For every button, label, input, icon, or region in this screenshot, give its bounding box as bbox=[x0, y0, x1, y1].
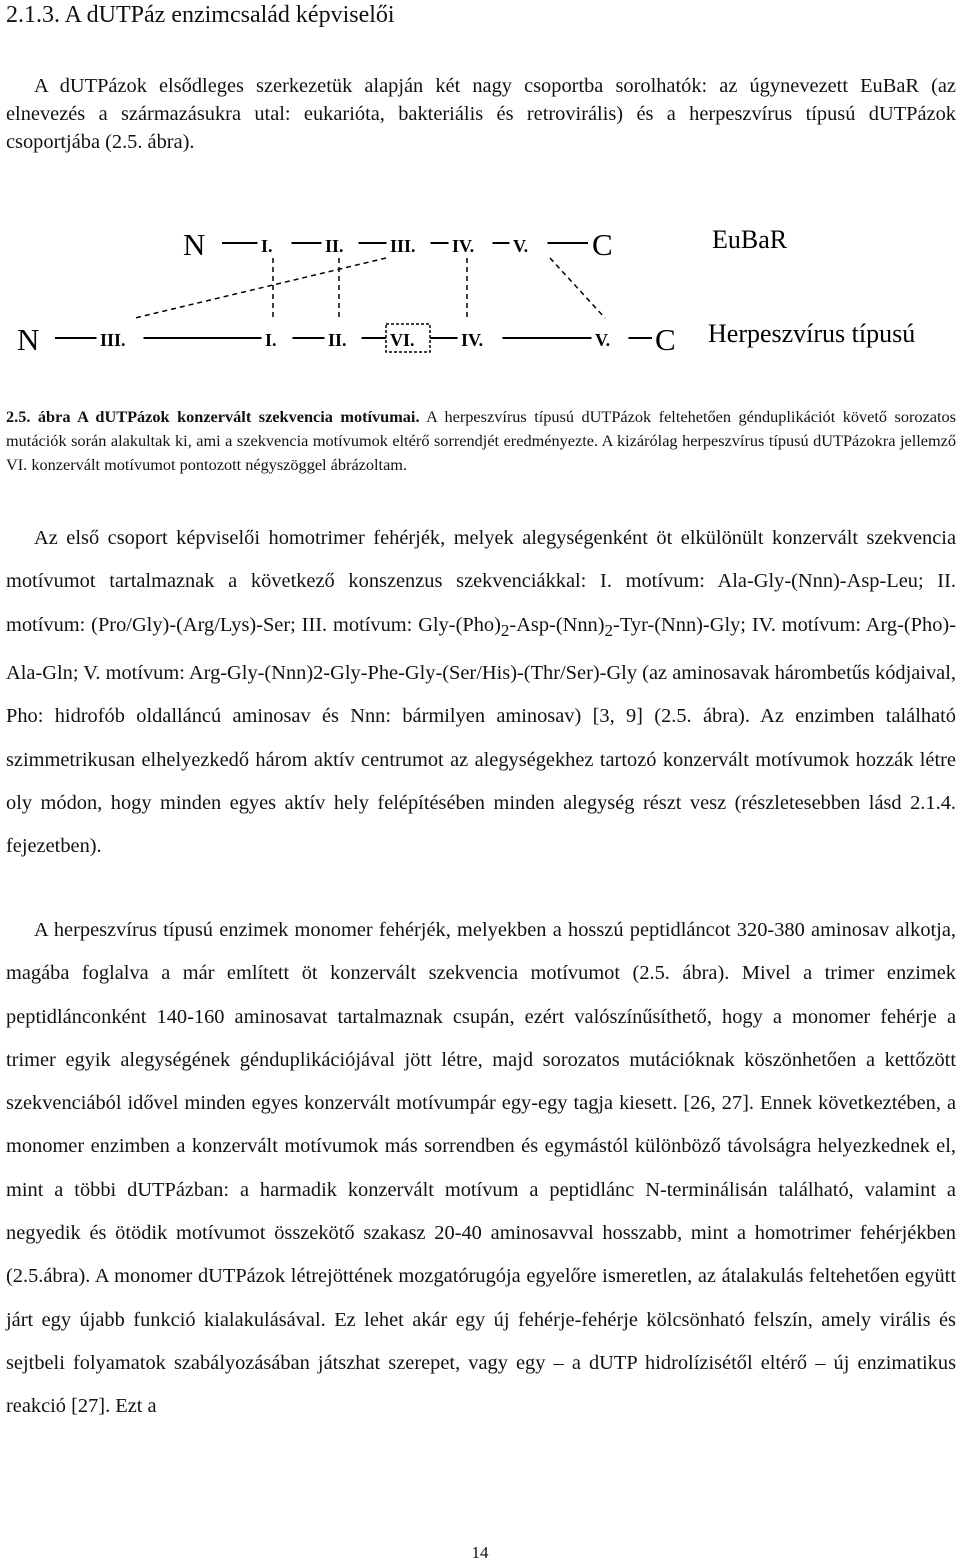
herpes-paragraph bbox=[6, 909, 956, 1429]
eubar-paragraph bbox=[6, 517, 956, 868]
caption-text: A herpeszvírus típusú dUTPázok feltehetően génduplikációt követő sorozatos mutációk során alakultak ki, ami a szekvencia motívumok eltérő sorrendjét eredményezte. A kizárólag herpeszvírus típusú dUTPázokra jellemző VI. konzervált motívumot pontozott négyszöggel ábrázoltam. bbox=[6, 407, 957, 474]
herpes-motif-1 bbox=[262, 326, 292, 350]
eubar-motif-5 bbox=[510, 232, 547, 256]
eubar-motif-4-label: IV. bbox=[452, 236, 475, 256]
motif-diagram bbox=[0, 205, 960, 365]
eubar-motif-1-label: I. bbox=[261, 236, 273, 256]
eubar-motif-5-label: V. bbox=[513, 236, 529, 256]
herpes-label: Herpeszvírus típusú bbox=[708, 319, 916, 348]
eubar-motif-1 bbox=[258, 232, 291, 256]
herpes-motif-6-label: VI. bbox=[390, 330, 415, 350]
eubar-motif-2-label: II. bbox=[325, 236, 344, 256]
caption-title: 2.5. ábra A dUTPázok konzervált szekvencia motívumai. bbox=[6, 407, 420, 426]
eubar-motif-3 bbox=[387, 232, 430, 256]
eubar-c-terminus: C bbox=[592, 227, 613, 262]
herpes-motif-5 bbox=[592, 326, 628, 350]
motif-connectors bbox=[135, 258, 605, 318]
herpes-motif-2-label: II. bbox=[328, 330, 347, 350]
eubar-motif-3-label: III. bbox=[390, 236, 416, 256]
figure-caption bbox=[6, 405, 956, 477]
herpes-n-terminus: N bbox=[17, 322, 40, 357]
intro-paragraph bbox=[6, 72, 956, 156]
eubar-text-b: -Asp-(Nnn) bbox=[509, 613, 605, 636]
herpes-motif-1-label: I. bbox=[265, 330, 277, 350]
herpes-motif-3-label: III. bbox=[100, 330, 126, 350]
section-heading: 2.1.3. A dUTPáz enzimcsalád képviselői bbox=[6, 2, 395, 28]
intro-text: A dUTPázok elsődleges szerkezetük alapján két nagy csoportba sorolhatók: az úgynevezett EuBaR (az elnevezés a származásukra utal: eukarióta, bakteriális és retrovirális) és a herpeszvírus típusú dUTPázok csoportjába (2.5. ábra). bbox=[6, 75, 956, 153]
subscript-2: 2 bbox=[604, 620, 614, 640]
herpes-motif-4 bbox=[458, 326, 502, 350]
eubar-motif-2 bbox=[322, 232, 358, 256]
eubar-text-c: -Tyr-(Nnn)-Gly; IV. motívum: Arg-(Pho)-Ala-Gln; V. motívum: Arg-Gly-(Nnn)2-Gly-Phe-Gly-(Ser/His)-(Thr/Ser)-Gly (az aminosavak hárombetűs kódjaival, Pho: hidrofób oldalláncú aminosav és Nnn: bármilyen aminosav) [3, 9] (2.5. ábra). Az enzimben található szimmetrikusan elhelyezkedő három aktív centrumot az alegységekhez tartozó konzervált motívumok hozzák létre oly módon, hogy minden egyes aktív hely felépítésében minden alegység részt vesz (részletesebben lásd 2.1.4. fejezetben). bbox=[6, 613, 956, 858]
eubar-label: EuBaR bbox=[712, 225, 788, 254]
herpes-motif-6 bbox=[386, 324, 430, 352]
subscript-1: 2 bbox=[500, 620, 510, 640]
herpes-c-terminus: C bbox=[655, 322, 676, 357]
eubar-text-a: Az első csoport képviselői homotrimer fehérjék, melyek alegységenként öt elkülönült konzervált szekvencia motívumot tartalmaznak a következő konszenzus szekvenciákkal: I. motívum: Ala-Gly-(Nnn)-Asp-Leu; II. motívum: (Pro/Gly)-(Arg/Lys)-Ser; III. motívum: Gly-(Pho) bbox=[6, 527, 956, 636]
eubar-n-terminus: N bbox=[183, 227, 206, 262]
eubar-motif-4 bbox=[449, 232, 492, 256]
herpes-motif-3 bbox=[97, 326, 143, 350]
page-number: 14 bbox=[471, 1543, 489, 1562]
herpes-motif-2 bbox=[325, 326, 361, 350]
herpes-text: A herpeszvírus típusú enzimek monomer fehérjék, melyekben a hosszú peptidláncot 320-380 aminosav alkotja, magába foglalva a már említett öt konzervált szekvencia motívumot (2.5. ábra). Mivel a trimer enzimek peptidlánconként 140-160 aminosavat tartalmaznak csupán, ezért valószínűsíthető, hogy a monomer fehérje a trimer egyik alegységének génduplikációjával jött létre, majd sorozatos mutációknak köszönhetően a kettőzött szekvenciából idővel minden egyes konzervált motívumpár egy-egy tagja kiesett. [26, 27]. Ennek következtében, a monomer enzimben a konzervált motívumok más sorrendben és egymástól különböző távolságra helyezkednek el, mint a többi dUTPázban: a harmadik konzervált motívum a peptidlánc N-terminálisán található, valamint a negyedik és ötödik motívumot összekötő szakasz 20-40 aminosavval hosszabb, mint a homotrimer fehérjékben (2.5.ábra). A monomer dUTPázok létrejöttének mozgatórugója egyelőre ismeretlen, az átalakulás feltehetően együtt járt egy újabb funkció kialakulásával. Ez lehet akár egy új fehérje-fehérje kölcsönható felszín, amely virális és sejtbeli folyamatok szabályozásában játszhat szerepet, vagy egy – a dUTP hidrolízisétől eltérő – új enzimatikus reakció [27]. Ezt a bbox=[6, 919, 956, 1418]
herpes-motif-5-label: V. bbox=[595, 330, 611, 350]
herpes-motif-4-label: IV. bbox=[461, 330, 484, 350]
